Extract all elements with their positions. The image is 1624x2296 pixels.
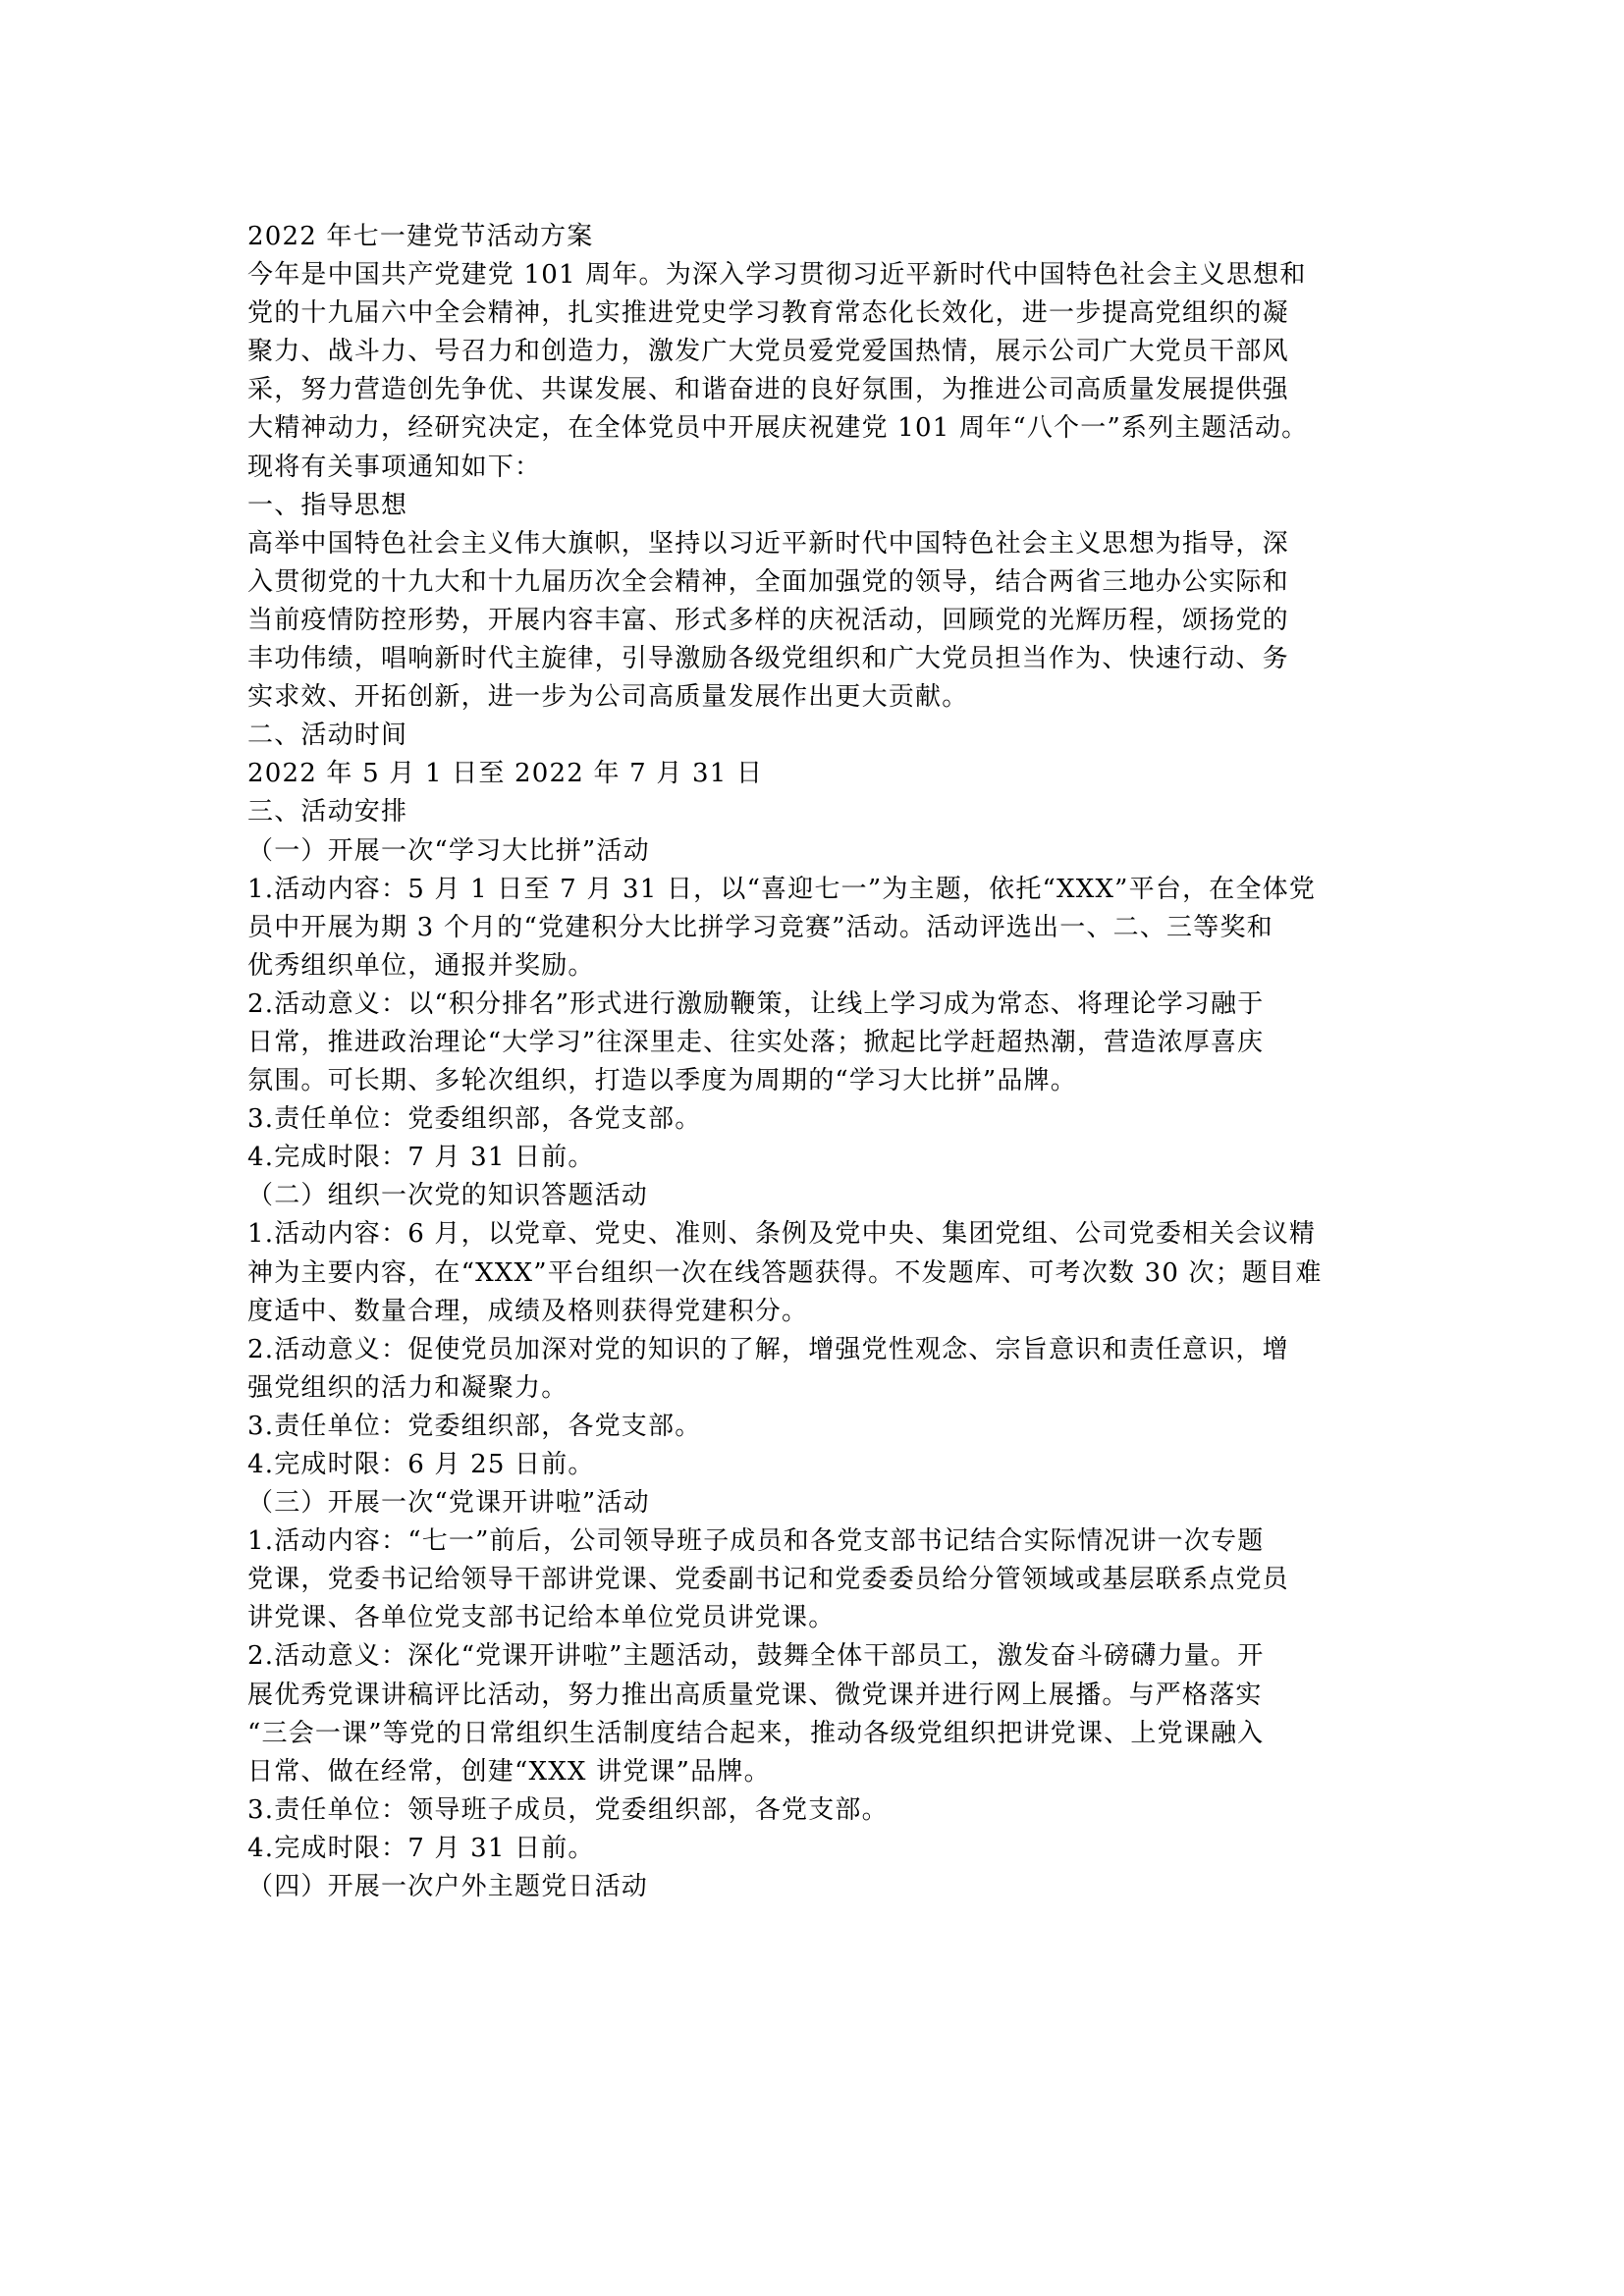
subsection-2-line: 1.活动内容：6 月，以党章、党史、准则、条例及党中央、集团党组、公司党委相关会议精 <box>247 1219 1317 1250</box>
intro-paragraph-line: 党的十九届六中全会精神，扎实推进党史学习教育常态化长效化，进一步提高党组织的凝 <box>247 298 1289 329</box>
guiding-ideology-line: 实求效、开拓创新，进一步为公司高质量发展作出更大贡献。 <box>247 682 969 713</box>
subsection-1-line: 员中开展为期 3 个月的“党建积分大比拼学习竞赛”活动。活动评选出一、二、三等奖和 <box>247 912 1273 942</box>
subsection-3-line: 日常、做在经常，创建“XXX 讲党课”品牌。 <box>247 1756 771 1787</box>
subsection-3-line: 4.完成时限：7 月 31 日前。 <box>247 1833 595 1863</box>
subsection-3-line: 讲党课、各单位党支部书记给本单位党员讲党课。 <box>247 1603 836 1633</box>
subsection-heading-4: （四）开展一次户外主题党日活动 <box>247 1872 649 1902</box>
subsection-3-line: 党课，党委书记给领导干部讲党课、党委副书记和党委委员给分管领域或基层联系点党员 <box>247 1565 1289 1595</box>
document-page <box>247 218 1386 1906</box>
activity-time-value: 2022 年 5 月 1 日至 2022 年 7 月 31 日 <box>247 759 764 789</box>
intro-paragraph-line: 大精神动力，经研究决定，在全体党员中开展庆祝建党 101 周年“八个一”系列主题活动。 <box>247 413 1309 444</box>
intro-paragraph-line: 现将有关事项通知如下： <box>247 452 542 482</box>
subsection-3-line: 展优秀党课讲稿评比活动，努力推出高质量党课、微党课并进行网上展播。与严格落实 <box>247 1680 1263 1710</box>
subsection-2-line: 2.活动意义：促使党员加深对党的知识的了解，增强党性观念、宗旨意识和责任意识，增 <box>247 1334 1289 1364</box>
guiding-ideology-line: 当前疫情防控形势，开展内容丰富、形式多样的庆祝活动，回顾党的光辉历程，颂扬党的 <box>247 605 1289 635</box>
subsection-3-line: 2.活动意义：深化“党课开讲啦”主题活动，鼓舞全体干部员工，激发奋斗磅礴力量。开 <box>247 1641 1265 1672</box>
subsection-heading-3: （三）开展一次“党课开讲啦”活动 <box>247 1488 650 1519</box>
document-title: 2022 年七一建党节活动方案 <box>247 222 594 251</box>
subsection-1-line: 2.活动意义：以“积分排名”形式进行激励鞭策，让线上学习成为常态、将理论学习融于 <box>247 988 1265 1019</box>
section-heading-guiding-ideology: 一、指导思想 <box>247 490 408 520</box>
section-heading-activity-arrangement: 三、活动安排 <box>247 797 408 828</box>
intro-paragraph-line: 采，努力营造创先争优、共谋发展、和谐奋进的良好氛围，为推进公司高质量发展提供强 <box>247 375 1289 405</box>
subsection-2-line: 3.责任单位：党委组织部，各党支部。 <box>247 1411 702 1441</box>
subsection-1-line: 1.活动内容：5 月 1 日至 7 月 31 日，以“喜迎七一”为主题，依托“XXX”平台，在全体党 <box>247 874 1317 904</box>
subsection-1-line: 日常，推进政治理论“大学习”往深里走、往实处落；掀起比学赶超热潮，营造浓厚喜庆 <box>247 1027 1265 1057</box>
guiding-ideology-line: 丰功伟绩，唱响新时代主旋律，引导激励各级党组织和广大党员担当作为、快速行动、务 <box>247 644 1289 674</box>
subsection-2-line: 度适中、数量合理，成绩及格则获得党建积分。 <box>247 1296 809 1326</box>
subsection-heading-2: （二）组织一次党的知识答题活动 <box>247 1181 649 1211</box>
subsection-3-line: 3.责任单位：领导班子成员，党委组织部，各党支部。 <box>247 1794 889 1825</box>
section-heading-activity-time: 二、活动时间 <box>247 721 408 751</box>
subsection-heading-1: （一）开展一次“学习大比拼”活动 <box>247 835 650 866</box>
intro-paragraph-line: 今年是中国共产党建党 101 周年。为深入学习贯彻习近平新时代中国特色社会主义思想和 <box>247 260 1307 291</box>
subsection-1-line: 氛围。可长期、多轮次组织，打造以季度为周期的“学习大比拼”品牌。 <box>247 1066 1077 1096</box>
intro-paragraph-line: 聚力、战斗力、号召力和创造力，激发广大党员爱党爱国热情，展示公司广大党员干部风 <box>247 337 1289 367</box>
subsection-1-line: 4.完成时限：7 月 31 日前。 <box>247 1143 595 1173</box>
guiding-ideology-line: 入贯彻党的十九大和十九届历次全会精神，全面加强党的领导，结合两省三地办公实际和 <box>247 566 1289 597</box>
subsection-1-line: 3.责任单位：党委组织部，各党支部。 <box>247 1104 702 1135</box>
subsection-3-line: 1.活动内容：“七一”前后，公司领导班子成员和各党支部书记结合实际情况讲一次专题 <box>247 1526 1265 1557</box>
subsection-2-line: 神为主要内容，在“XXX”平台组织一次在线答题获得。不发题库、可考次数 30 次；题目难 <box>247 1257 1323 1288</box>
subsection-2-line: 4.完成时限：6 月 25 日前。 <box>247 1450 595 1479</box>
subsection-2-line: 强党组织的活力和凝聚力。 <box>247 1372 568 1403</box>
subsection-3-line: “三会一课”等党的日常组织生活制度结合起来，推动各级党组织把讲党课、上党课融入 <box>247 1718 1265 1748</box>
subsection-1-line: 优秀组织单位，通报并奖励。 <box>247 950 595 981</box>
guiding-ideology-line: 高举中国特色社会主义伟大旗帜，坚持以习近平新时代中国特色社会主义思想为指导，深 <box>247 528 1289 559</box>
